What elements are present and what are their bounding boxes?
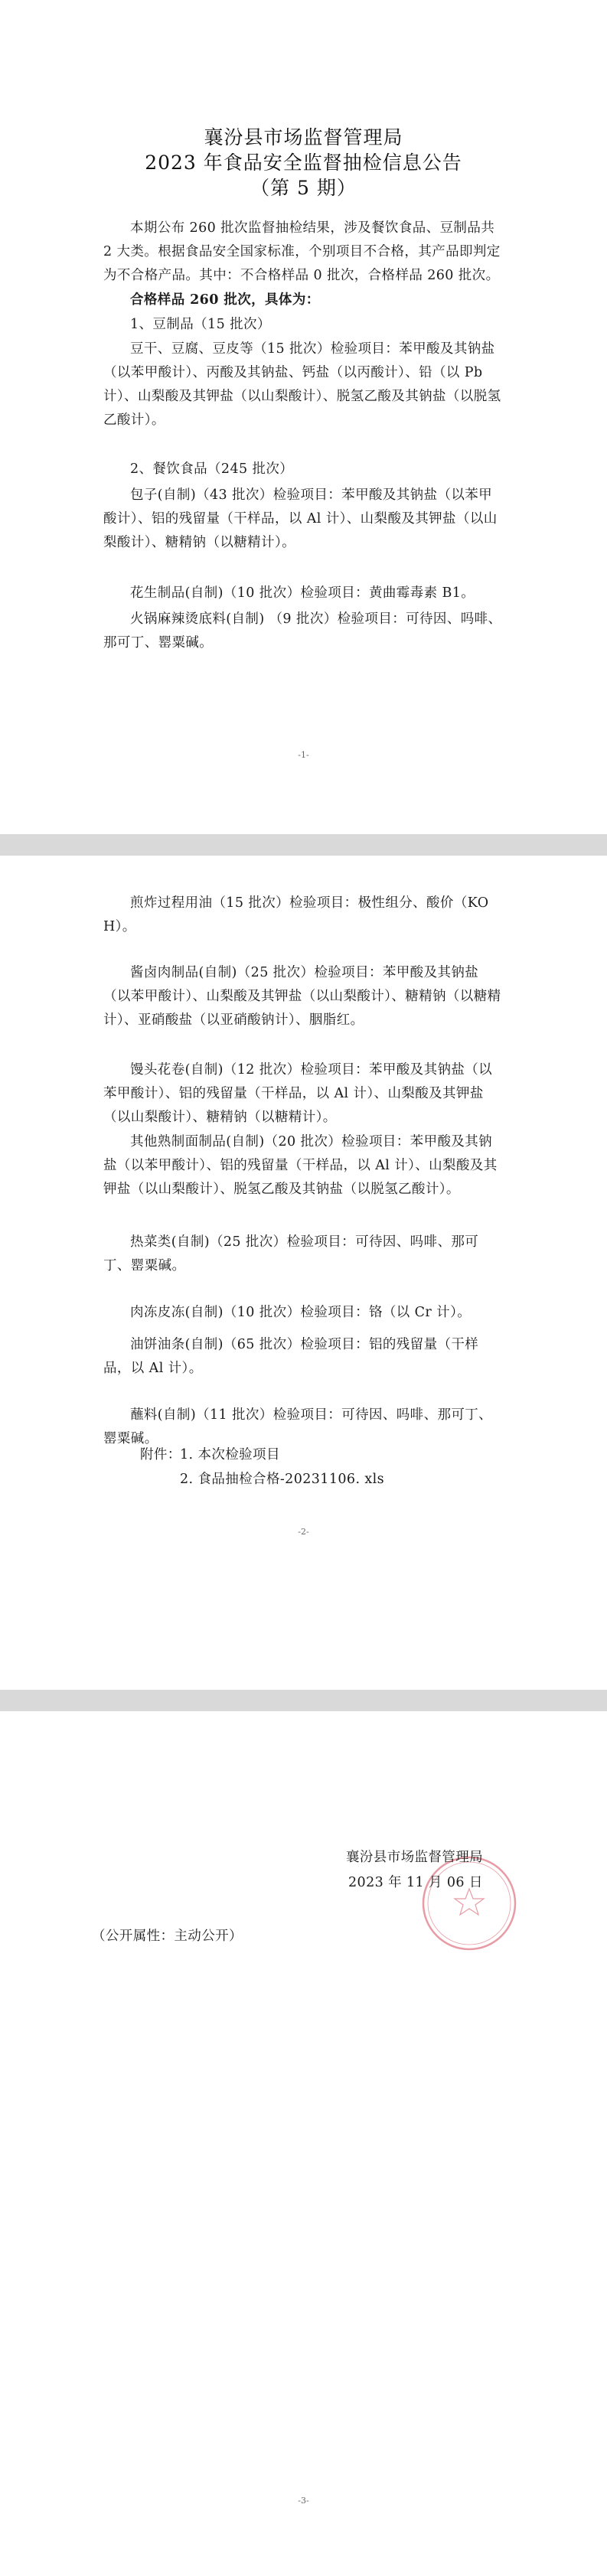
page-number: -1- (298, 750, 309, 760)
section-1-heading: 1、豆制品（15 批次） (130, 317, 271, 332)
section-2-item: 花生制品(自制)（10 批次）检验项目：黄曲霉毒素 B1。 (130, 585, 475, 601)
section-2-item: 包子(自制)（43 批次）检验项目：苯甲酸及其钠盐（以苯甲酸计）、铝的残留量（干样品，以 Al 计）、山梨酸及其钾盐（以山梨酸计）、糖精钠（以糖精计）。 (103, 487, 498, 550)
page-number: -3- (298, 2496, 309, 2506)
section-1-item: 豆干、豆腐、豆皮等（15 批次）检验项目：苯甲酸及其钠盐（以苯甲酸计）、丙酸及其钠盐、钙盐（以丙酸计）、铅（以 Pb 计）、山梨酸及其钾盐（以山梨酸计）、脱氢乙酸及其钠盐（以脱氢乙酸计）。 (103, 341, 501, 428)
title-line-3: （第 5 期） (250, 177, 357, 199)
attachment-item: 2. 食品抽检合格-20231106. xls (180, 1472, 385, 1487)
qualified-heading: 合格样品 260 批次，具体为： (130, 292, 320, 308)
attachment-item: 1. 本次检验项目 (180, 1447, 280, 1462)
attachments-label: 附件： (140, 1447, 181, 1462)
section-2-item: 煎炸过程用油（15 批次）检验项目：极性组分、酸价（KOH）。 (103, 895, 489, 934)
intro-paragraph: 本期公布 260 批次监督抽检结果，涉及餐饮食品、豆制品共 2 大类。根据食品安全国家标准，个别项目不合格，其产品即判定为不合格产品。其中：不合格样品 0 批次，合格样品 260 批次。 (103, 220, 501, 283)
page-number: -2- (298, 1527, 309, 1537)
section-2-item: 酱卤肉制品(自制)（25 批次）检验项目：苯甲酸及其钠盐（以苯甲酸计）、山梨酸及其钾盐（以山梨酸计）、糖精钠（以糖精计）、亚硝酸盐（以亚硝酸钠计）、胭脂红。 (103, 965, 501, 1028)
signature-org: 襄汾县市场监督管理局 (346, 1850, 483, 1865)
official-seal-icon (419, 1854, 519, 1953)
section-2-item: 火锅麻辣烫底料(自制) （9 批次）检验项目：可待因、吗啡、那可丁、罂粟碱。 (103, 611, 502, 651)
section-2-item: 馒头花卷(自制)（12 批次）检验项目：苯甲酸及其钠盐（以苯甲酸计）、铝的残留量（干样品，以 Al 计）、山梨酸及其钾盐（以山梨酸计）、糖精钠（以糖精计）。 (103, 1062, 493, 1125)
section-2-item: 其他熟制面制品(自制)（20 批次）检验项目：苯甲酸及其钠盐（以苯甲酸计）、铝的残留量（干样品，以 Al 计）、山梨酸及其钾盐（以山梨酸计）、脱氢乙酸及其钠盐（以脱氢乙酸计）。 (103, 1134, 498, 1197)
seal-star (455, 1889, 484, 1915)
section-2-item: 油饼油条(自制)（65 批次）检验项目：铝的残留量（干样品，以 Al 计）。 (103, 1337, 479, 1376)
section-2-item: 肉冻皮冻(自制)（10 批次）检验项目：铬（以 Cr 计）。 (130, 1305, 472, 1320)
seal-ring (423, 1857, 515, 1949)
page-1 (0, 0, 607, 834)
disclosure-attribute: （公开属性：主动公开） (92, 1929, 243, 1944)
section-2-item: 热菜类(自制)（25 批次）检验项目：可待因、吗啡、那可丁、罂粟碱。 (103, 1234, 479, 1273)
section-2-item: 蘸料(自制)（11 批次）检验项目：可待因、吗啡、那可丁、罂粟碱。 (103, 1407, 493, 1446)
page-2 (0, 856, 607, 1690)
signature-date: 2023 年 11 月 06 日 (348, 1875, 483, 1890)
section-2-heading: 2、餐饮食品（245 批次） (130, 461, 294, 477)
title-line-2: 2023 年食品安全监督抽检信息公告 (145, 152, 462, 174)
page-3 (0, 1711, 607, 2576)
title-line-1: 襄汾县市场监督管理局 (204, 126, 403, 148)
